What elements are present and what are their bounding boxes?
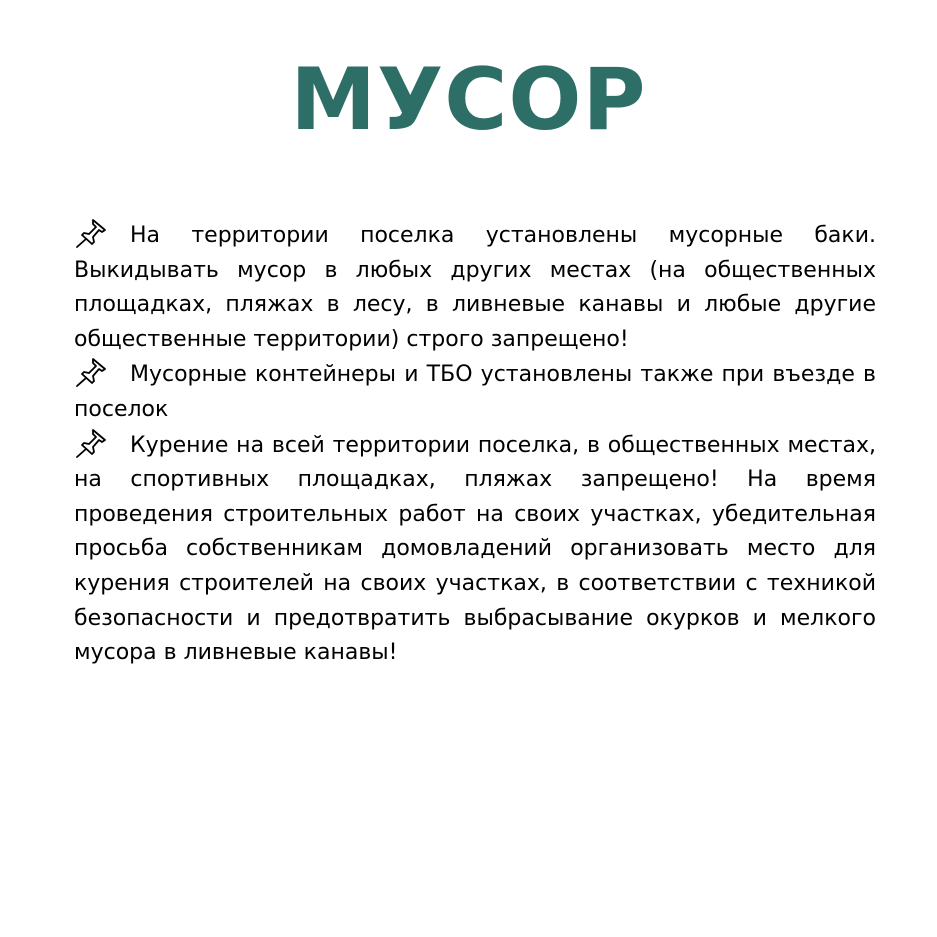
rules-list: [74, 218, 876, 671]
pushpin-icon: [74, 428, 108, 458]
rule-item-smoking: [74, 428, 876, 671]
rule-text: На территории поселка установлены мусорные баки. Выкидывать мусор в любых других местах (на общественных площадках, пляжах в лесу, в ливневые канавы и любые другие общественные территории) строго запрещено!: [74, 223, 876, 352]
rule-text: Мусорные контейнеры и ТБО установлены также при въезде в поселок: [74, 362, 876, 422]
pushpin-icon: [74, 357, 108, 387]
page-title: МУСОР: [290, 50, 647, 150]
rule-text: Курение на всей территории поселка, в общественных местах, на спортивных площадках, пляжах запрещено! На время проведения строительных работ на своих участках, убедительная просьба собственникам домовладений организовать место для курения строителей на своих участках, в соответствии с техникой безопасности и предотвратить выбрасывание окурков и мелкого мусора в ливневые канавы!: [74, 432, 876, 666]
rule-item-containers: [74, 357, 876, 427]
rule-item-garbage-bins: [74, 218, 876, 357]
pushpin-icon: [74, 218, 108, 248]
